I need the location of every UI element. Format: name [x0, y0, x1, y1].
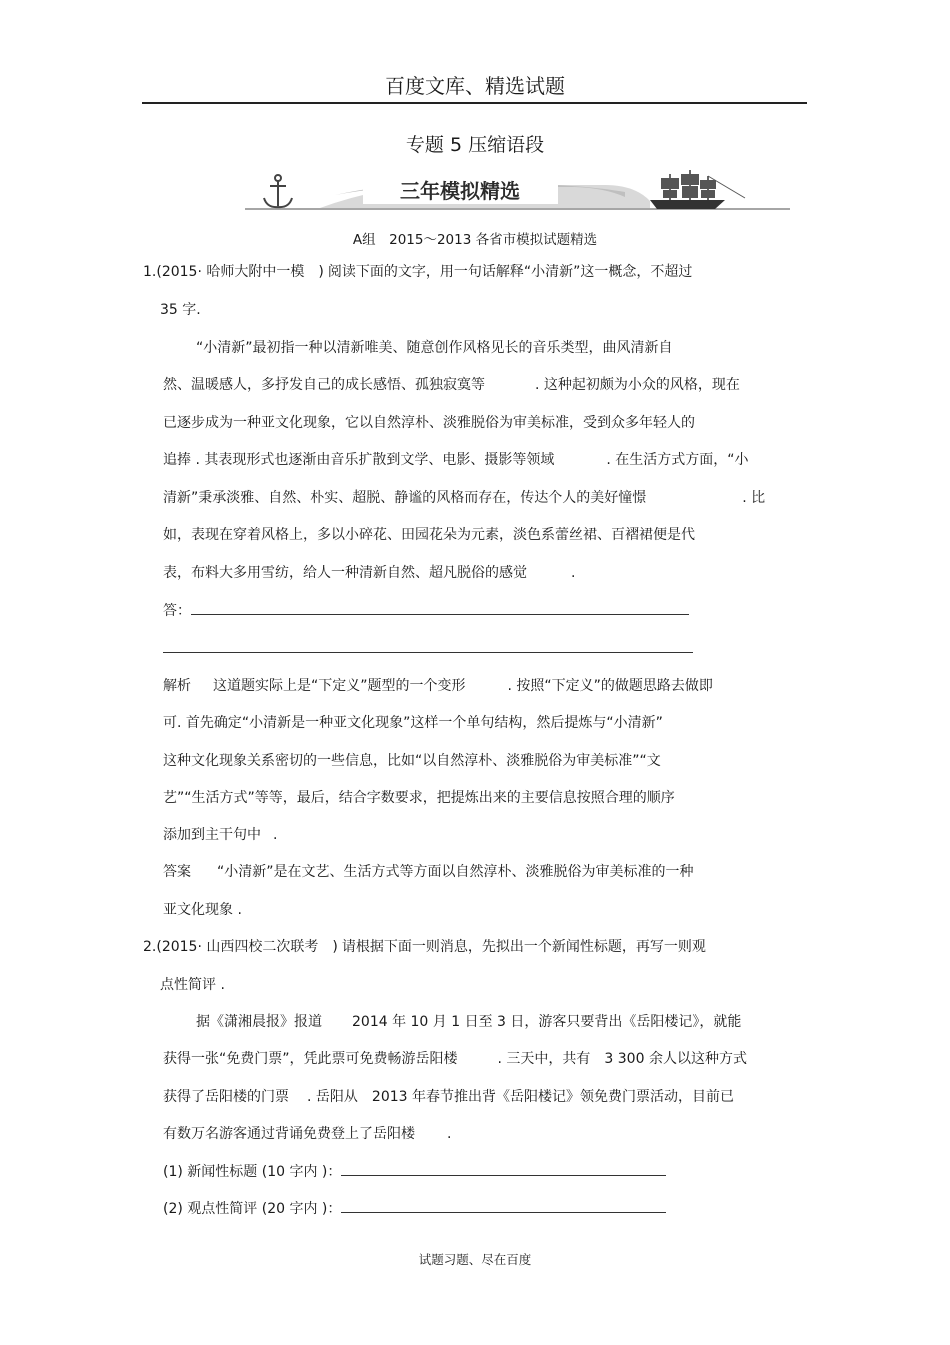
passage-line: 获得一张“免费门票”，凭此票可免费畅游岳阳楼 . 三天中，共有 3 300 余人以这种方式 — [163, 1051, 747, 1067]
question-source: (2015· 山西四校二次联考 — [156, 939, 319, 955]
subquestion-1: (1) 新闻性标题 (10 字内 )： — [163, 1161, 666, 1182]
document-title: 专题 5 压缩语段 — [405, 134, 545, 156]
passage-line: 表，布料大多用雪纺，给人一种清新自然、超凡脱俗的感觉 . — [163, 565, 576, 581]
banner-text: 三年模拟精选 — [400, 179, 520, 203]
analysis-line: 可. 首先确定“小清新是一种亚文化现象”这样一个单句结构，然后提炼与“小清新” — [163, 715, 663, 731]
passage-line: 如，表现在穿着风格上，多以小碎花、田园花朵为元素，淡色系蕾丝裙、百褶裙便是代 — [163, 527, 695, 543]
passage-line: 据《潇湘晨报》报道 2014 年 10 月 1 日至 3 日，游客只要背出《岳阳楼记》，就能 — [196, 1014, 742, 1030]
header-divider — [142, 102, 807, 104]
passage-line: “小清新”最初指一种以清新唯美、随意创作风格见长的音乐类型，曲风清新自 — [196, 340, 673, 356]
passage-line: 已逐步成为一种亚文化现象，它以自然淳朴、淡雅脱俗为审美标准，受到众多年轻人的 — [163, 415, 695, 431]
passage-line: 追捧 . 其表现形式也逐渐由音乐扩散到文学、电影、摄影等领域 . 在生活方式方面，“小 — [163, 452, 749, 468]
passage-line: 然、温暖感人，多抒发自己的成长感悟、孤独寂寞等 . 这种起初颇为小众的风格，现在 — [163, 377, 740, 393]
question-prompt-continued: 35 字. — [160, 302, 201, 318]
comment-blank[interactable] — [341, 1198, 666, 1213]
answer-key-line: 亚文化现象 . — [163, 902, 242, 918]
answer-key-label: 答案 — [163, 864, 191, 880]
ship-icon — [650, 170, 745, 209]
question-number: 2. — [143, 939, 157, 955]
group-heading: A组 2015～2013 各省市模拟试题精选 — [352, 232, 598, 248]
passage-line: 清新”秉承淡雅、自然、朴实、超脱、静谧的风格而存在，传达个人的美好憧憬 . 比 — [163, 490, 766, 506]
anchor-icon — [264, 175, 292, 207]
header-title: 百度文库、精选试题 — [385, 74, 565, 98]
question-prompt: 阅读下面的文字，用一句话解释“小清新”这一概念，不超过 — [327, 264, 693, 280]
analysis-line: 艺”“生活方式”等等，最后，结合字数要求，把提炼出来的主要信息按照合理的顺序 — [163, 790, 675, 806]
answer-blank[interactable] — [191, 600, 689, 615]
answer-row — [163, 600, 689, 621]
question-prompt-continued: 点性简评 . — [160, 977, 225, 993]
analysis-line: 这种文化现象关系密切的一些信息，比如“以自然淳朴、淡雅脱俗为审美标准”“文 — [163, 753, 661, 769]
question-number: 1. — [143, 264, 157, 280]
answer-label: 答： — [163, 603, 191, 619]
question-prompt: 请根据下面一则消息，先拟出一个新闻性标题，再写一则观 — [341, 939, 706, 955]
subquestion-2: (2) 观点性简评 (20 字内 )： — [163, 1198, 666, 1219]
passage-line: 有数万名游客通过背诵免费登上了岳阳楼 . — [163, 1126, 452, 1142]
analysis-line: 添加到主干句中 . — [163, 827, 278, 843]
passage-line: 获得了岳阳楼的门票 . 岳阳从 2013 年春节推出背《岳阳楼记》领免费门票活动，目前已 — [163, 1089, 734, 1105]
section-banner — [245, 168, 790, 216]
question-2-header: 2.(2015· 山西四校二次联考 ) 请根据下面一则消息，先拟出一个新闻性标题，再写一则观 — [143, 939, 706, 955]
answer-key-line: 答案 “小清新”是在文艺、生活方式等方面以自然淳朴、淡雅脱俗为审美标准的一种 — [163, 864, 694, 880]
analysis-label: 解析 — [163, 678, 191, 694]
analysis-line: 解析 这道题实际上是“下定义”题型的一个变形 . 按照“下定义”的做题思路去做即 — [163, 678, 713, 694]
question-1-header: 1.(2015· 哈师大附中一模 ) 阅读下面的文字，用一句话解释“小清新”这一概念，不超过 — [143, 264, 693, 280]
footer-text: 试题习题、尽在百度 — [418, 1252, 532, 1267]
question-source: (2015· 哈师大附中一模 — [156, 264, 305, 280]
headline-blank[interactable] — [341, 1161, 666, 1176]
answer-blank[interactable] — [163, 652, 693, 653]
